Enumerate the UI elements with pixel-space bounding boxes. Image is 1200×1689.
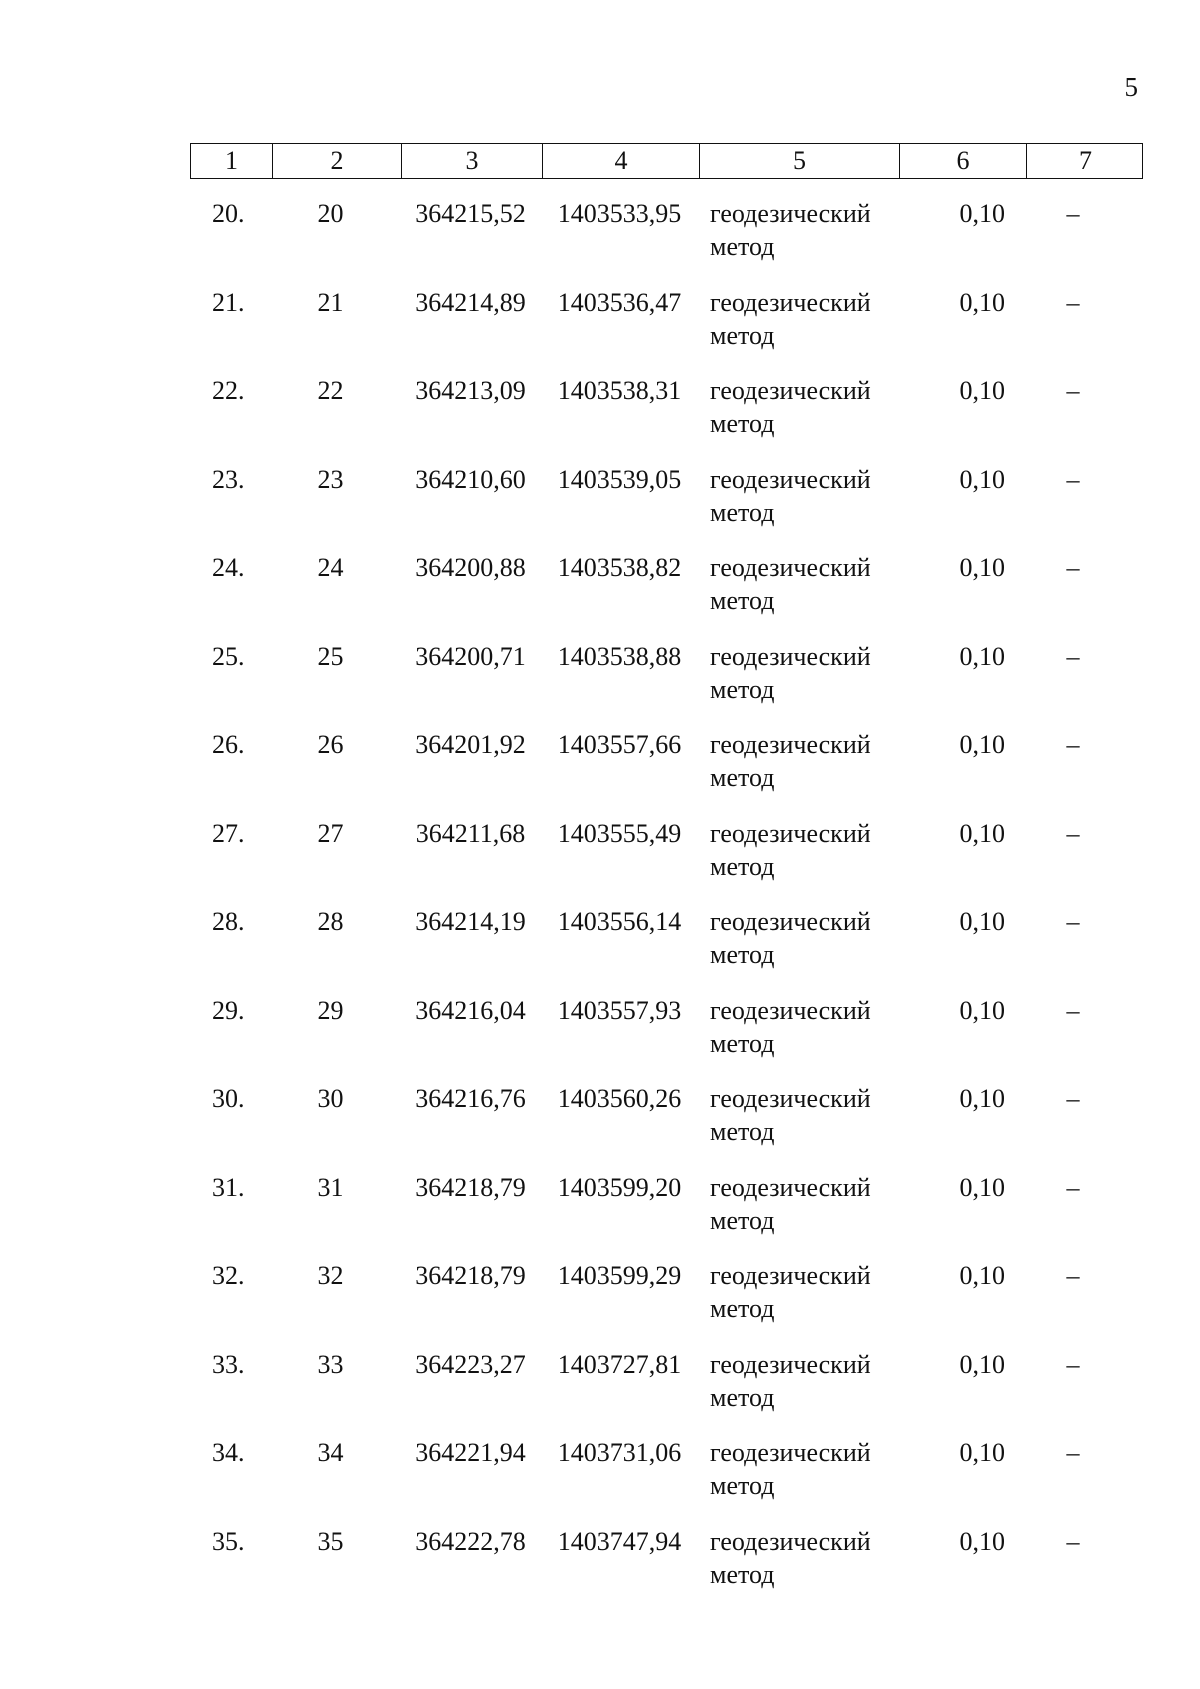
row-number-cell: 29. — [212, 995, 245, 1025]
accuracy-cell: 0,10 — [959, 1526, 1005, 1556]
method-line-2: метод — [710, 320, 775, 350]
row-number-cell: 21. — [212, 287, 245, 317]
method-cell — [698, 905, 898, 994]
accuracy-cell: 0,10 — [959, 995, 1005, 1025]
coordinate-y-cell: 1403536,47 — [557, 287, 682, 317]
method-line-2: метод — [710, 232, 775, 261]
coordinate-x-cell: 364221,94 — [415, 1438, 526, 1467]
note-cell: – — [1066, 818, 1080, 848]
method-line-1: геодезический — [710, 1438, 871, 1467]
header-cell-6: 6 — [899, 144, 1026, 178]
coordinate-x-cell: 364210,60 — [415, 464, 526, 494]
coordinate-x-cell: 364211,68 — [415, 818, 526, 848]
method-line-2: метод — [710, 1117, 775, 1146]
accuracy-cell: 0,10 — [959, 376, 1005, 405]
point-number-cell: 22 — [317, 376, 344, 405]
table-row — [190, 286, 1143, 375]
coordinate-x-cell: 364218,79 — [415, 1172, 526, 1202]
table-row — [190, 1348, 1143, 1437]
method-cell — [698, 1525, 898, 1614]
point-number-cell: 28 — [317, 907, 344, 936]
accuracy-cell: 0,10 — [959, 907, 1005, 936]
method-cell — [698, 197, 898, 286]
coordinate-x-cell: 364222,78 — [415, 1526, 526, 1556]
coordinate-y-cell: 1403538,31 — [557, 376, 682, 405]
method-cell — [698, 994, 898, 1083]
coordinate-x-cell: 364218,79 — [415, 1261, 526, 1290]
header-cell-2: 2 — [272, 144, 401, 178]
method-line-2: метод — [710, 674, 775, 704]
point-number-cell: 35 — [317, 1526, 344, 1556]
method-line-2: метод — [710, 1294, 775, 1323]
point-number-cell: 30 — [317, 1084, 344, 1113]
point-number-cell: 20 — [317, 199, 344, 228]
method-line-1: геодезический — [710, 199, 871, 228]
point-number-cell: 34 — [317, 1438, 344, 1467]
accuracy-cell: 0,10 — [959, 553, 1005, 582]
table-row — [190, 197, 1143, 286]
coordinate-x-cell: 364216,76 — [415, 1084, 526, 1113]
note-cell: – — [1066, 1438, 1080, 1467]
method-line-1: геодезический — [710, 1526, 871, 1556]
method-cell — [698, 286, 898, 375]
table-body — [190, 179, 1143, 1613]
method-line-1: геодезический — [710, 730, 871, 759]
coordinate-x-cell: 364214,89 — [415, 287, 526, 317]
table-row — [190, 1436, 1143, 1525]
row-number-cell: 34. — [212, 1438, 245, 1467]
row-number-cell: 25. — [212, 641, 245, 671]
point-number-cell: 24 — [317, 553, 344, 582]
point-number-cell: 33 — [317, 1349, 344, 1379]
accuracy-cell: 0,10 — [959, 464, 1005, 494]
table-row — [190, 994, 1143, 1083]
note-cell: – — [1066, 1526, 1080, 1556]
note-cell: – — [1066, 1349, 1080, 1379]
table-row — [190, 728, 1143, 817]
coordinate-x-cell: 364201,92 — [415, 730, 526, 759]
row-number-cell: 35. — [212, 1526, 245, 1556]
coordinate-x-cell: 364214,19 — [415, 907, 526, 936]
method-cell — [698, 1171, 898, 1260]
table-row — [190, 817, 1143, 906]
table-row — [190, 463, 1143, 552]
point-number-cell: 29 — [317, 995, 344, 1025]
note-cell: – — [1066, 1261, 1080, 1290]
coordinate-y-cell: 1403538,88 — [557, 641, 682, 671]
note-cell: – — [1066, 641, 1080, 671]
coordinate-y-cell: 1403533,95 — [557, 199, 682, 228]
header-cell-1: 1 — [225, 146, 238, 175]
table-header — [190, 143, 1143, 179]
accuracy-cell: 0,10 — [959, 818, 1005, 848]
header-cell-3: 3 — [401, 144, 542, 178]
method-line-1: геодезический — [710, 1261, 871, 1290]
point-number-cell: 31 — [317, 1172, 344, 1202]
coordinate-y-cell: 1403557,93 — [557, 995, 682, 1025]
header-cell-5: 5 — [699, 144, 899, 178]
table-row — [190, 1171, 1143, 1260]
note-cell: – — [1066, 995, 1080, 1025]
method-line-1: геодезический — [710, 376, 871, 405]
coordinate-y-cell: 1403556,14 — [557, 907, 682, 936]
method-line-1: геодезический — [710, 818, 871, 848]
method-line-2: метод — [710, 851, 775, 881]
method-line-2: метод — [710, 940, 775, 969]
row-number-cell: 20. — [212, 199, 245, 228]
method-cell — [698, 374, 898, 463]
method-line-1: геодезический — [710, 907, 871, 936]
row-number-cell: 31. — [212, 1172, 245, 1202]
table-row — [190, 905, 1143, 994]
coordinate-y-cell: 1403539,05 — [557, 464, 682, 494]
table-row — [190, 551, 1143, 640]
method-cell — [698, 1348, 898, 1437]
note-cell: – — [1066, 553, 1080, 582]
method-cell — [698, 728, 898, 817]
method-line-1: геодезический — [710, 641, 871, 671]
point-number-cell: 26 — [317, 730, 344, 759]
method-cell — [698, 1259, 898, 1348]
row-number-cell: 23. — [212, 464, 245, 494]
row-number-cell: 24. — [212, 553, 245, 582]
note-cell: – — [1066, 1172, 1080, 1202]
table-row — [190, 1082, 1143, 1171]
table-row — [190, 374, 1143, 463]
method-line-2: метод — [710, 1382, 775, 1412]
point-number-cell: 21 — [317, 287, 344, 317]
method-line-1: геодезический — [710, 553, 871, 582]
accuracy-cell: 0,10 — [959, 641, 1005, 671]
coordinate-x-cell: 364216,04 — [415, 995, 526, 1025]
coordinate-y-cell: 1403731,06 — [557, 1438, 682, 1467]
note-cell: – — [1066, 730, 1080, 759]
method-cell — [698, 1436, 898, 1525]
method-cell — [698, 463, 898, 552]
coordinate-y-cell: 1403538,82 — [557, 553, 682, 582]
coordinate-y-cell: 1403747,94 — [557, 1526, 682, 1556]
coordinate-x-cell: 364213,09 — [415, 376, 526, 405]
method-line-1: геодезический — [710, 995, 871, 1025]
point-number-cell: 25 — [317, 641, 344, 671]
coordinate-y-cell: 1403557,66 — [557, 730, 682, 759]
coordinates-table — [190, 143, 1143, 1613]
method-line-1: геодезический — [710, 1349, 871, 1379]
table-row — [190, 640, 1143, 729]
row-number-cell: 22. — [212, 376, 245, 405]
note-cell: – — [1066, 199, 1080, 228]
row-number-cell: 28. — [212, 907, 245, 936]
header-cell-4: 4 — [542, 144, 699, 178]
coordinate-x-cell: 364215,52 — [415, 199, 526, 228]
coordinate-y-cell: 1403599,20 — [557, 1172, 682, 1202]
method-cell — [698, 551, 898, 640]
note-cell: – — [1066, 907, 1080, 936]
note-cell: – — [1066, 376, 1080, 405]
coordinate-y-cell: 1403599,29 — [557, 1261, 682, 1290]
coordinate-y-cell: 1403555,49 — [557, 818, 682, 848]
coordinate-y-cell: 1403727,81 — [557, 1349, 682, 1379]
coordinate-x-cell: 364223,27 — [415, 1349, 526, 1379]
method-line-2: метод — [710, 1471, 775, 1500]
row-number-cell: 33. — [212, 1349, 245, 1379]
table-row — [190, 1525, 1143, 1614]
row-number-cell: 30. — [212, 1084, 245, 1113]
row-number-cell: 32. — [212, 1261, 245, 1290]
note-cell: – — [1066, 287, 1080, 317]
point-number-cell: 23 — [317, 464, 344, 494]
method-cell — [698, 640, 898, 729]
accuracy-cell: 0,10 — [959, 1349, 1005, 1379]
page-number: 5 — [1124, 72, 1138, 102]
accuracy-cell: 0,10 — [959, 199, 1005, 228]
point-number-cell: 32 — [317, 1261, 344, 1290]
accuracy-cell: 0,10 — [959, 1261, 1005, 1290]
method-line-2: метод — [710, 409, 775, 438]
method-line-2: метод — [710, 763, 775, 792]
method-line-2: метод — [710, 497, 775, 527]
accuracy-cell: 0,10 — [959, 730, 1005, 759]
coordinate-x-cell: 364200,88 — [415, 553, 526, 582]
method-line-1: геодезический — [710, 1084, 871, 1113]
accuracy-cell: 0,10 — [959, 1438, 1005, 1467]
method-line-2: метод — [710, 1028, 775, 1058]
method-line-2: метод — [710, 1205, 775, 1235]
method-cell — [698, 1082, 898, 1171]
accuracy-cell: 0,10 — [959, 1172, 1005, 1202]
table-row — [190, 1259, 1143, 1348]
row-number-cell: 26. — [212, 730, 245, 759]
method-line-2: метод — [710, 586, 775, 615]
method-cell — [698, 817, 898, 906]
coordinate-y-cell: 1403560,26 — [557, 1084, 682, 1113]
method-line-1: геодезический — [710, 1172, 871, 1202]
accuracy-cell: 0,10 — [959, 1084, 1005, 1113]
row-number-cell: 27. — [212, 818, 245, 848]
method-line-2: метод — [710, 1559, 775, 1589]
header-cell-7: 7 — [1026, 144, 1144, 178]
coordinate-x-cell: 364200,71 — [415, 641, 526, 671]
method-line-1: геодезический — [710, 287, 871, 317]
note-cell: – — [1066, 464, 1080, 494]
point-number-cell: 27 — [317, 818, 344, 848]
note-cell: – — [1066, 1084, 1080, 1113]
method-line-1: геодезический — [710, 464, 871, 494]
accuracy-cell: 0,10 — [959, 287, 1005, 317]
